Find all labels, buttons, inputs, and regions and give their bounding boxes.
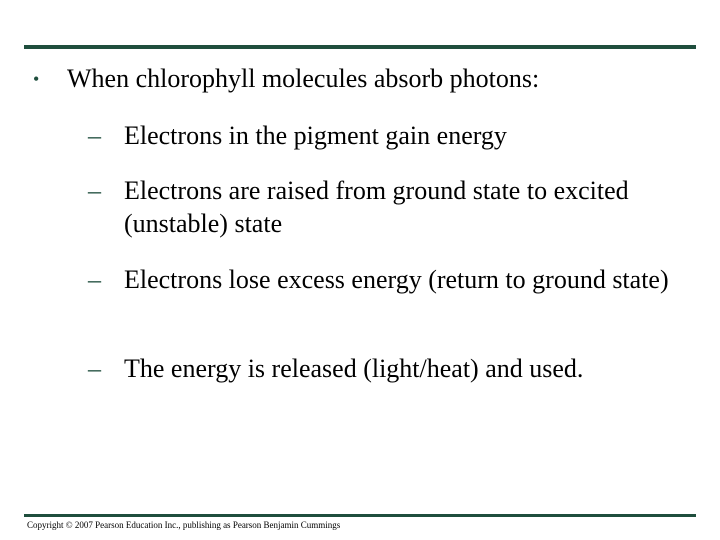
sub-bullet-text: Electrons lose excess energy (return to ground state) bbox=[124, 265, 669, 294]
main-bullet-text: When chlorophyll molecules absorb photons: bbox=[67, 64, 540, 93]
sub-bullet-text: Electrons are raised from ground state to excited (unstable) state bbox=[124, 176, 629, 238]
dash-marker: – bbox=[88, 176, 101, 205]
bottom-divider-line bbox=[24, 514, 696, 517]
bullet-marker: • bbox=[33, 69, 40, 89]
top-divider-line bbox=[24, 45, 696, 49]
sub-bullet-text: Electrons in the pigment gain energy bbox=[124, 121, 507, 150]
dash-marker: – bbox=[88, 265, 101, 294]
sub-bullet-text: The energy is released (light/heat) and used. bbox=[124, 354, 584, 383]
dash-marker: – bbox=[88, 354, 101, 383]
dash-marker: – bbox=[88, 121, 101, 150]
copyright-notice: Copyright © 2007 Pearson Education Inc., publishing as Pearson Benjamin Cummings bbox=[27, 520, 341, 530]
